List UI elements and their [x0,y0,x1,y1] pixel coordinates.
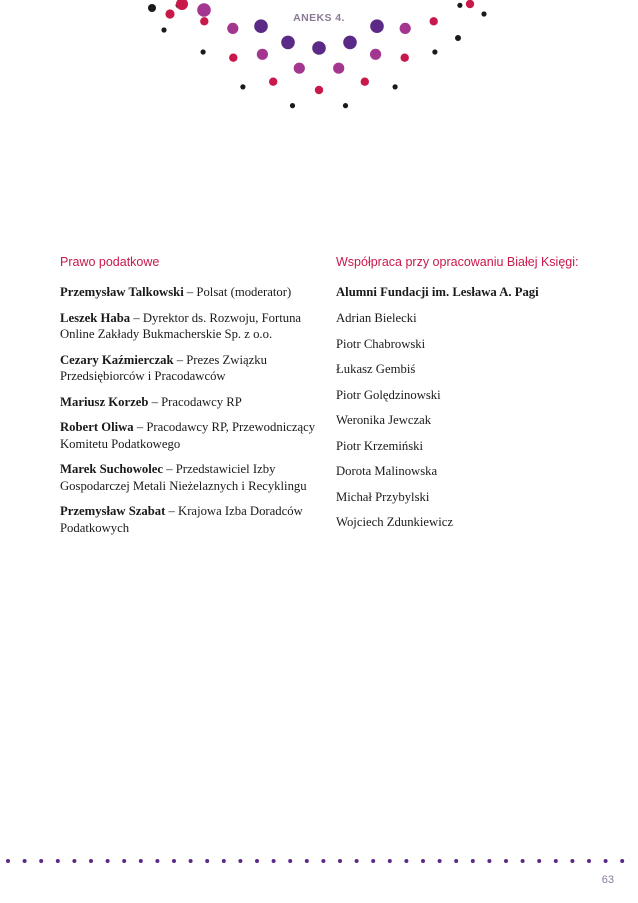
white-paper-collaboration-section [336,254,598,540]
divider-dot [504,859,508,863]
divider-dot [6,859,10,863]
participant-entry [60,461,318,494]
divider-dot [620,859,624,863]
footer-dot-divider [0,853,638,869]
participant-entry [60,394,318,411]
divider-dot [587,859,591,863]
ornament-dot [161,27,166,32]
ornament-dot [361,78,369,86]
participant-name: Przemysław Szabat [60,504,166,518]
participant-name: Leszek Haba [60,310,131,325]
ornament-dot [197,3,211,17]
participant-name: Przemysław Talkowski [60,285,184,299]
ornament-dot [400,23,411,34]
participant-role: – Prezes Związku Przedsiębiorców i Pracodawców [60,352,267,383]
divider-dot [338,859,342,863]
ornament-dot [343,103,348,108]
ornament-dot [229,54,237,62]
divider-dot [438,859,442,863]
divider-dot [139,859,143,863]
divider-dot [487,859,491,863]
divider-dot [205,859,209,863]
ornament-dot [240,84,245,89]
divider-dot [355,859,359,863]
participant-entry [60,503,318,536]
divider-dot [471,859,475,863]
participant-role: – Krajowa Izba Doradców Podatkowych [60,504,303,535]
participant-entry [60,284,318,301]
divider-dot [172,859,176,863]
divider-dot [554,859,558,863]
participant-name: Robert Oliwa [60,420,134,434]
ornament-dot [165,9,174,18]
ornament-dot [269,78,277,86]
divider-dot [189,859,193,863]
ornament-dot [281,36,295,50]
divider-dot [537,859,541,863]
divider-dot [89,859,93,863]
divider-dot [72,859,76,863]
participant-role: – Przedstawiciel Izby Gospodarczej Metali Nieżelaznych i Recyklingu [60,462,307,493]
divider-dot [255,859,259,863]
divider-dot [371,859,375,863]
section-heading-collaboration: Współpraca przy opracowaniu Białej Księgi: [336,255,579,269]
ornament-dot [370,49,381,60]
ornament-dot [254,19,268,33]
divider-dot [421,859,425,863]
ornament-dot [257,49,268,60]
participant-entry [60,310,318,343]
ornament-dot [148,4,156,12]
divider-dot [39,859,43,863]
ornament-dot [201,49,206,54]
participant-name: Mariusz Korzeb [60,394,149,409]
participant-role: – Dyrektor ds. Rozwoju, Fortuna Online Zakłady Bukmacherskie Sp. z o.o. [60,310,302,341]
divider-dot [272,859,276,863]
ornament-dot [343,36,357,50]
collaborator-name: Adrian Bielecki [336,311,417,325]
collaborator-name: Wojciech Zdunkiewicz [336,515,453,529]
ornament-dot [432,49,437,54]
ornament-dot [481,11,486,16]
ornament-dot [290,103,295,108]
divider-dot [155,859,159,863]
tax-law-section [60,254,318,545]
divider-dot [222,859,226,863]
divider-dot [122,859,126,863]
collaborator-name: Łukasz Gembiś [336,362,416,376]
divider-dot [321,859,325,863]
ornament-dot [455,35,461,41]
ornament-dot [401,54,409,62]
collaborator-name: Piotr Chabrowski [336,336,426,351]
ornament-dot [430,17,438,25]
collaborator-name: Dorota Malinowska [336,464,438,478]
participant-role: – Pracodawcy RP, Przewodniczący Komitetu Podatkowego [60,420,316,451]
annex-label: ANEKS 4. [293,12,345,24]
ornament-dot [393,84,398,89]
divider-dot [388,859,392,863]
divider-dot [238,859,242,863]
divider-dot [288,859,292,863]
participant-name: Marek Suchowolec [60,462,164,476]
collaborator-name: Piotr Krzemiński [336,438,424,453]
participant-role: – Pracodawcy RP [148,394,242,409]
ornament-dot [294,63,305,74]
ornament-dot [315,86,323,94]
divider-dot [604,859,608,863]
divider-dot [23,859,27,863]
ornament-dot [227,23,238,34]
divider-dot [106,859,110,863]
ornament-dot [200,17,208,25]
divider-dot [56,859,60,863]
ornament-dot [312,41,326,55]
ornament-dot [176,0,188,10]
ornament-dot [333,63,344,74]
participant-name: Cezary Kaźmierczak [60,352,174,367]
organization-name: Alumni Fundacji im. Lesława A. Pagi [336,285,539,299]
divider-dot [404,859,408,863]
collaborator-name: Weronika Jewczak [336,413,432,427]
collaborator-name: Piotr Golędzinowski [336,387,441,402]
participant-entry [60,352,318,385]
ornament-dot [370,19,384,33]
divider-dot [454,859,458,863]
section-heading-tax-law: Prawo podatkowe [60,255,160,269]
collaborator-name: Michał Przybylski [336,489,430,504]
divider-dot [305,859,309,863]
divider-dot [570,859,574,863]
page-number: 63 [601,874,614,886]
participant-role: – Polsat (moderator) [183,285,292,299]
divider-dot [521,859,525,863]
participant-entry [60,419,318,452]
ornament-dot [457,3,462,8]
ornament-dot [466,0,474,8]
